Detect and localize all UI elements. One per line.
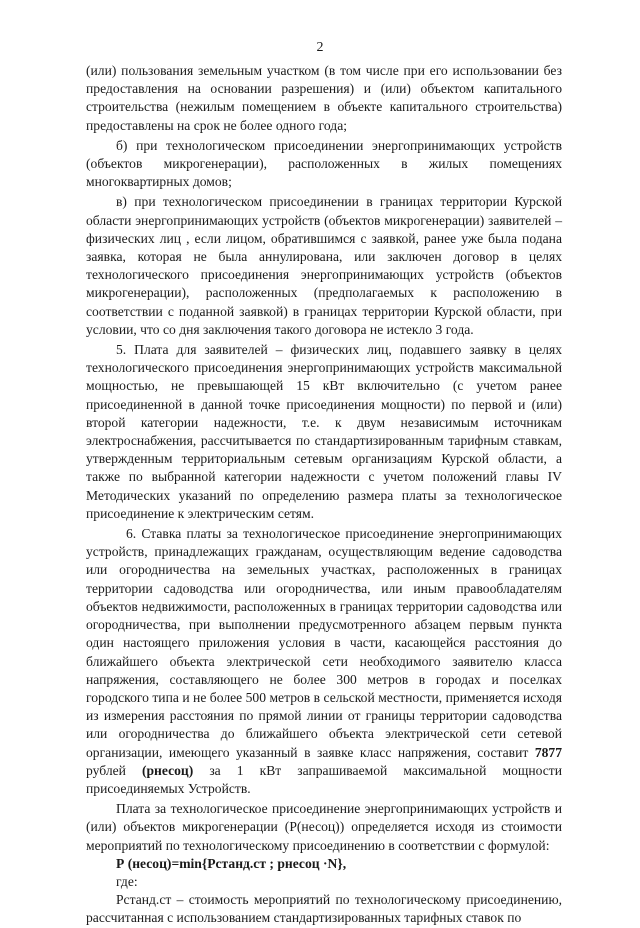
rate-value: 7877 [534, 744, 562, 760]
paragraph-clause-5: 5. Плата для заявителей – физических лиц, подавшего заявку в целях технологического присоединения энергопринимающих устройств максимальной мощностью, не превышающей 15 кВт включительно (с учетом ранее присоединенной в данной точке присоединения мощности) по первой и (или) второй категории надежности, т.е. к двум независимым источникам электроснабжения, рассчитывается по стандартизированным тарифным ставкам, утвержденным территориальным сетевым организациям Курской области, а также по выбранной категории надежности с учетом положений главы IV Методических указаний по определению размера платы за технологическое присоединение к электрическим сетям. [86, 342, 562, 521]
paragraph-continuation: (или) пользования земельным участком (в том числе при его использовании без предоставления на основании разрешения) и (или) объектом капитального строительства (нежилым помещением в объекте капитального строительства) предоставлены на срок не более одного года; [86, 63, 562, 133]
rate-symbol: (рнесоц) [141, 762, 194, 778]
document-body [86, 62, 562, 928]
paragraph-clause-6 [86, 525, 562, 798]
rate-unit: рублей [86, 762, 126, 778]
paragraph-fee-intro: Плата за технологическое присоединение энергопринимающих устройств и (или) объектов микрогенерации (Р(несоц)) определяется исходя из стоимости мероприятий по технологическому присоединению в соответствии с формулой: [86, 801, 562, 853]
clause-6-text: 6. Ставка платы за технологическое присоединение энергопринимающих устройств, принадлежащих гражданам, осуществляющим ведение садоводства или огородничества на земельных участках, расположенных в границах территории садоводства или огородничества, или иным правообладателям объектов недвижимости, расположенных в границах территории садоводства или огородничества, при выполнении предусмотренного абзацем первым пункта один настоящего приложения условия в части, касающейся расстояния до ближайшего объекта электрической сети необходимого заявителю класса напряжения, составляющего не более 300 метров в городах и поселках городского типа и не более 500 метров в сельской местности, применяется исходя из измерения расстояния по прямой линии от границы территории садоводства или огородничества до ближайшего объекта электрической сети сетевой организации, имеющего указанный в заявке класс напряжения, составит [86, 526, 562, 760]
formula: Р (несоц)=min{Рстанд.ст ; рнесоц ·N}, [116, 855, 347, 871]
paragraph-item-b: б) при технологическом присоединении энергопринимающих устройств (объектов микрогенерации), расположенных в жилых помещениях многоквартирных домов; [86, 137, 562, 190]
paragraph-definition: Рстанд.ст – стоимость мероприятий по технологическому присоединению, рассчитанная с использованием стандартизированных тарифных ставок по [86, 892, 562, 926]
rate-description: за 1 кВт запрашиваемой максимальной мощности присоединяемых Устройств. [86, 762, 562, 796]
paragraph-where: где: [116, 873, 138, 889]
page-number: 2 [316, 40, 324, 55]
paragraph-item-v: в) при технологическом присоединении в границах территории Курской области энергопринимающих устройств (объектов микрогенерации) заявителей – физических лиц , если лицом, обратившимся с заявкой, ранее уже была подана заявка, которая не была аннулирована, или заключен договор в целях технологического присоединения энергопринимающих устройств (объектов микрогенерации), расположенных (предполагаемых к расположению в соответствии с поданной заявкой) в границах территории Курской области, при условии, что со дня заключения такого договора не истекло 3 года. [86, 194, 562, 337]
